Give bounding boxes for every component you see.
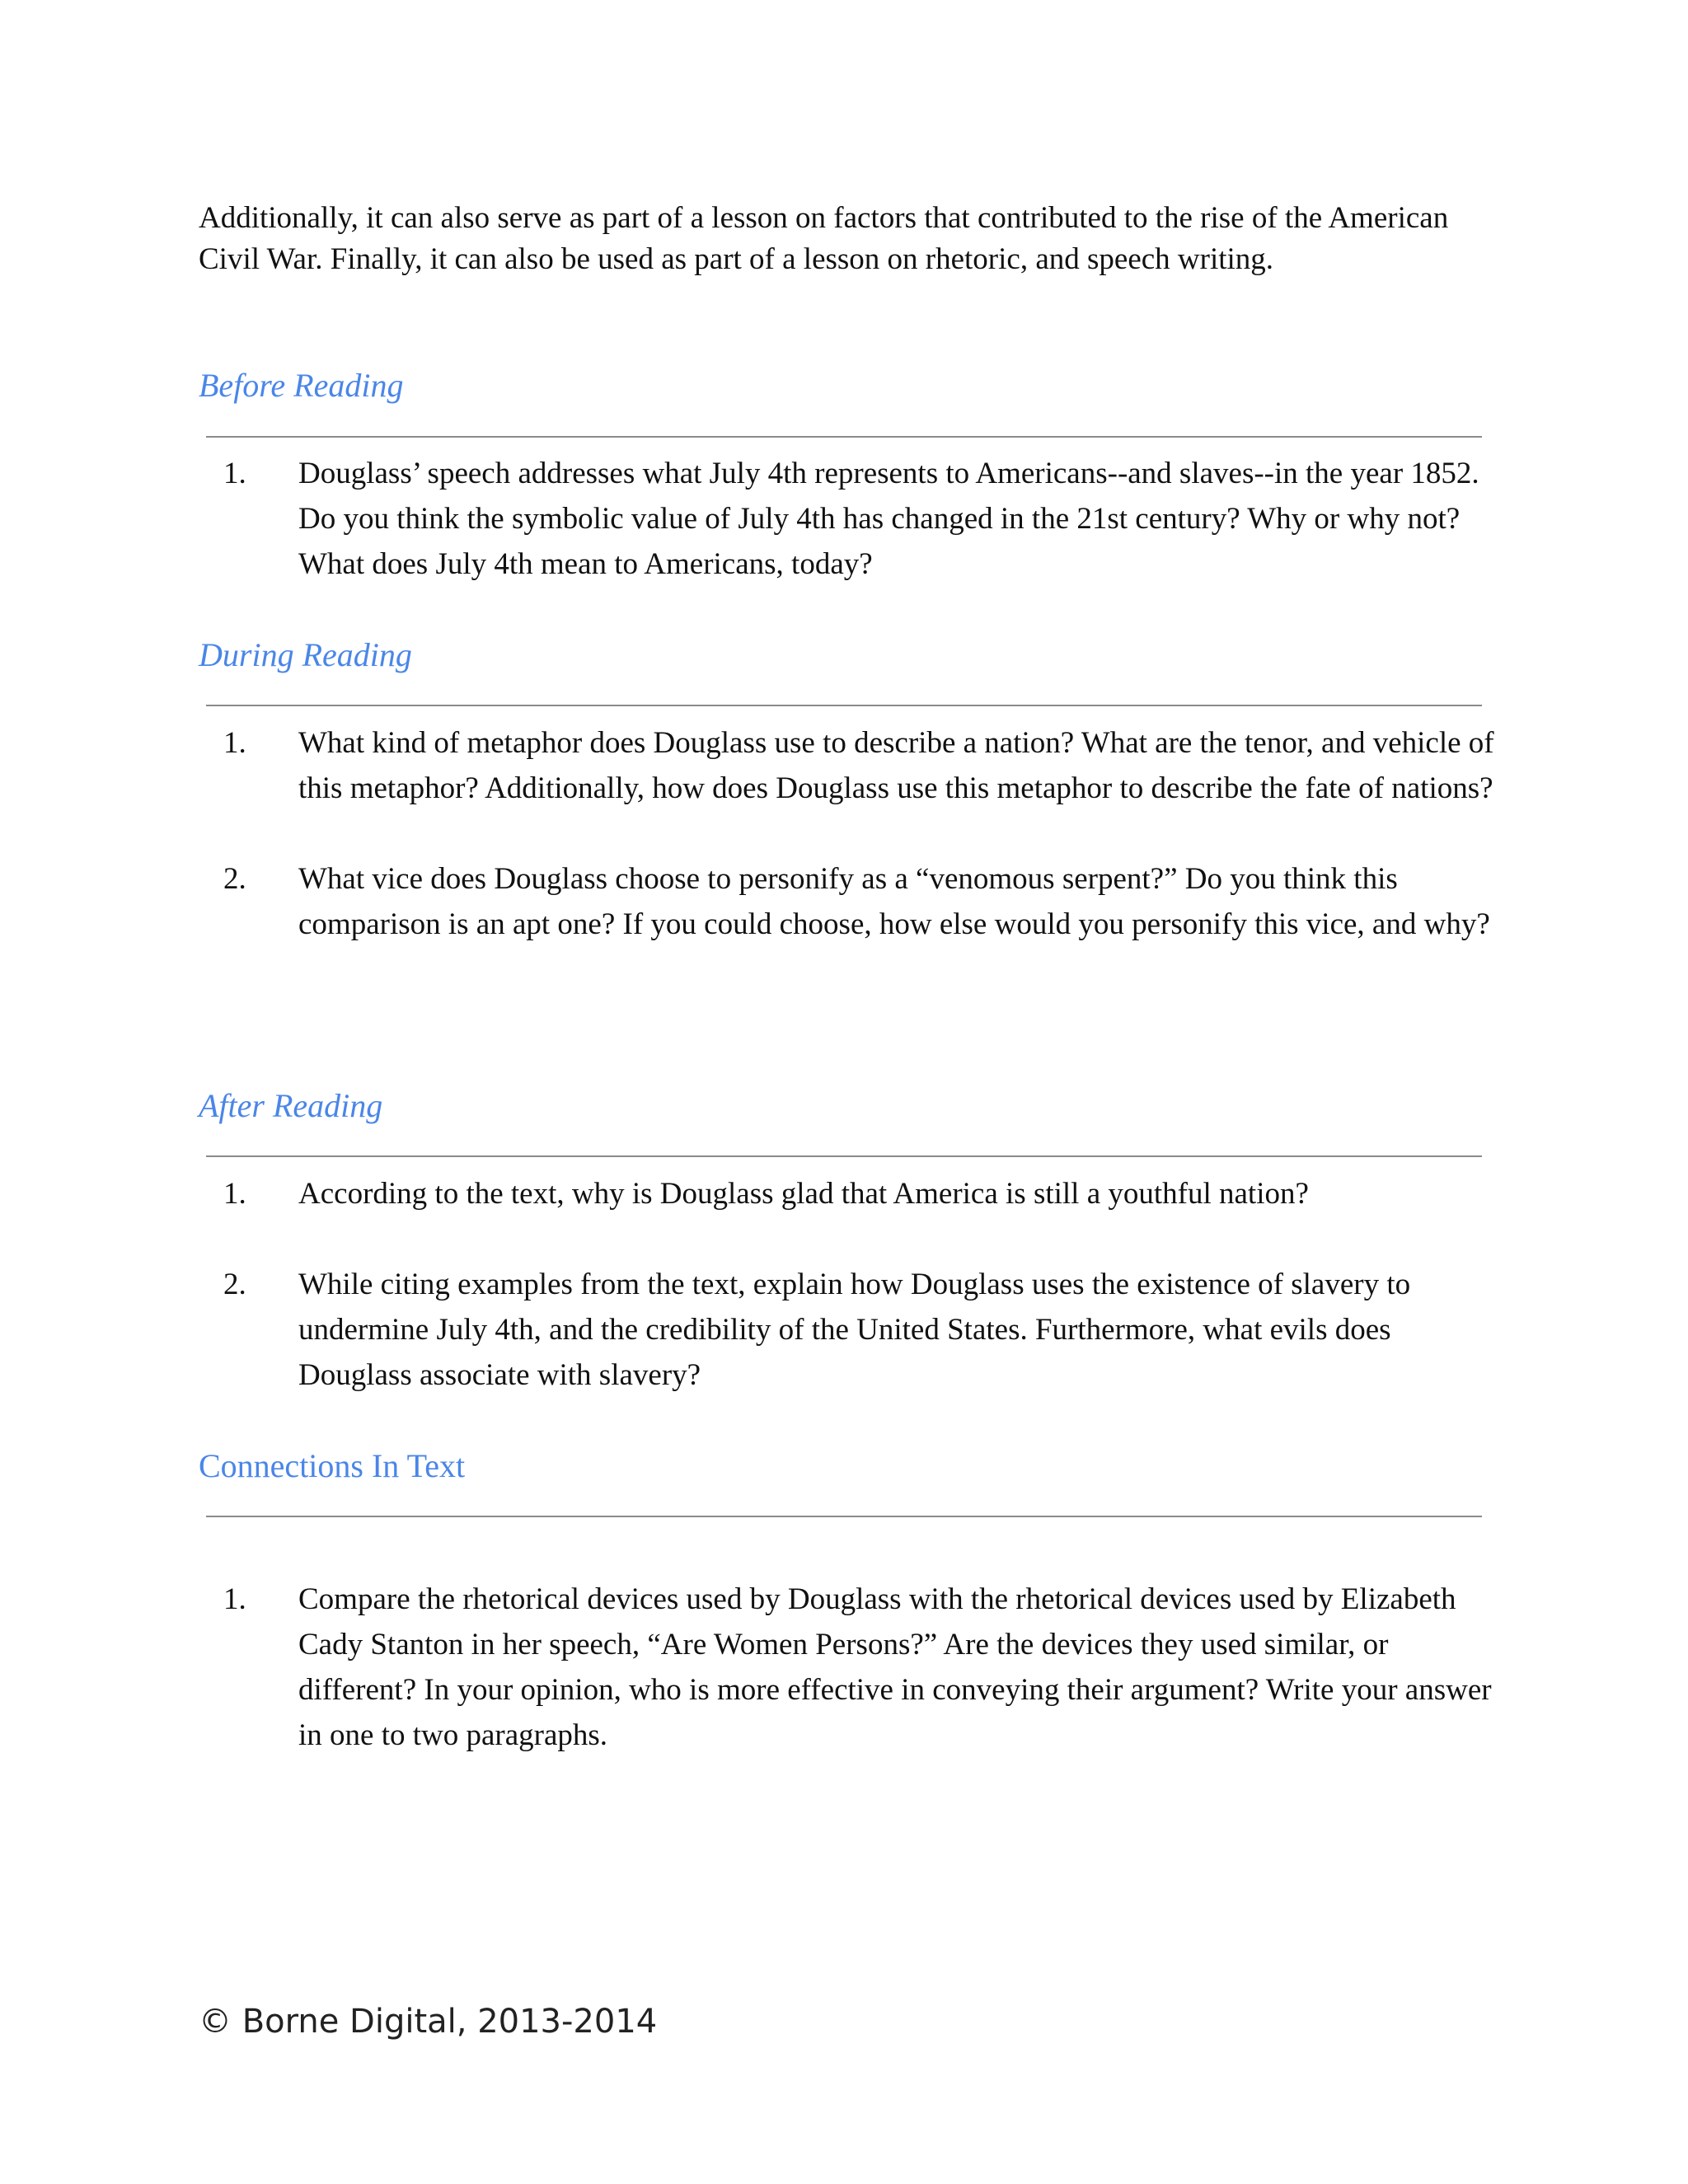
before-reading-questions (199, 451, 1501, 587)
question-text: Compare the rhetorical devices used by Douglass with the rhetorical devices used by Elizabeth Cady Stanton in her speech, “Are Women Persons?” Are the devices they used similar, or different? In your opinion, who is more effective in conveying their argument? Write your answer in one to two paragraphs. (298, 1582, 1492, 1752)
after-reading-questions (199, 1171, 1501, 1398)
question-text: What kind of metaphor does Douglass use to describe a nation? What are the tenor, and vehicle of this metaphor? Additionally, how does Douglass use this metaphor to describe the fate of nations? (298, 726, 1494, 805)
during-reading-questions (199, 720, 1501, 947)
question-item (199, 1262, 1501, 1398)
intro-text: Additionally, it can also serve as part of a lesson on factors that contributed to the rise of the American Civil War. Finally, it can also be used as part of a lesson on rhetoric, and speech writing. (199, 201, 1449, 276)
question-number: 2. (223, 1268, 246, 1301)
question-text: According to the text, why is Douglass glad that America is still a youthful nation? (298, 1177, 1309, 1211)
question-item (199, 720, 1501, 811)
question-number: 1. (223, 726, 246, 760)
section-heading-before-reading: Before Reading (199, 367, 404, 404)
section-heading-connections-in-text: Connections In Text (199, 1447, 466, 1484)
section-heading-after-reading: After Reading (199, 1087, 383, 1124)
section-divider (206, 705, 1482, 706)
question-item (199, 1171, 1501, 1216)
question-text: While citing examples from the text, explain how Douglass uses the existence of slavery to undermine July 4th, and the credibility of the United States. Furthermore, what evils does Douglass associate with slavery? (298, 1268, 1411, 1392)
connections-questions (199, 1577, 1501, 1758)
question-number: 2. (223, 862, 246, 896)
section-divider (206, 1155, 1482, 1157)
copyright-footer: © Borne Digital, 2013-2014 (199, 2003, 658, 2041)
section-divider (206, 1516, 1482, 1517)
question-number: 1. (223, 457, 246, 490)
section-heading-during-reading: During Reading (199, 636, 412, 673)
question-item (199, 451, 1501, 587)
question-number: 1. (223, 1582, 246, 1616)
question-item (199, 1577, 1501, 1758)
section-divider (206, 436, 1482, 438)
question-text: What vice does Douglass choose to personify as a “venomous serpent?” Do you think this comparison is an apt one? If you could choose, how else would you personify this vice, and why? (298, 862, 1490, 941)
question-number: 1. (223, 1177, 246, 1211)
intro-paragraph (199, 198, 1484, 280)
question-text: Douglass’ speech addresses what July 4th represents to Americans--and slaves--in the year 1852. Do you think the symbolic value of July 4th has changed in the 21st century? Why or why not? What does July 4th mean to Americans, today? (298, 457, 1479, 581)
question-item (199, 856, 1501, 947)
